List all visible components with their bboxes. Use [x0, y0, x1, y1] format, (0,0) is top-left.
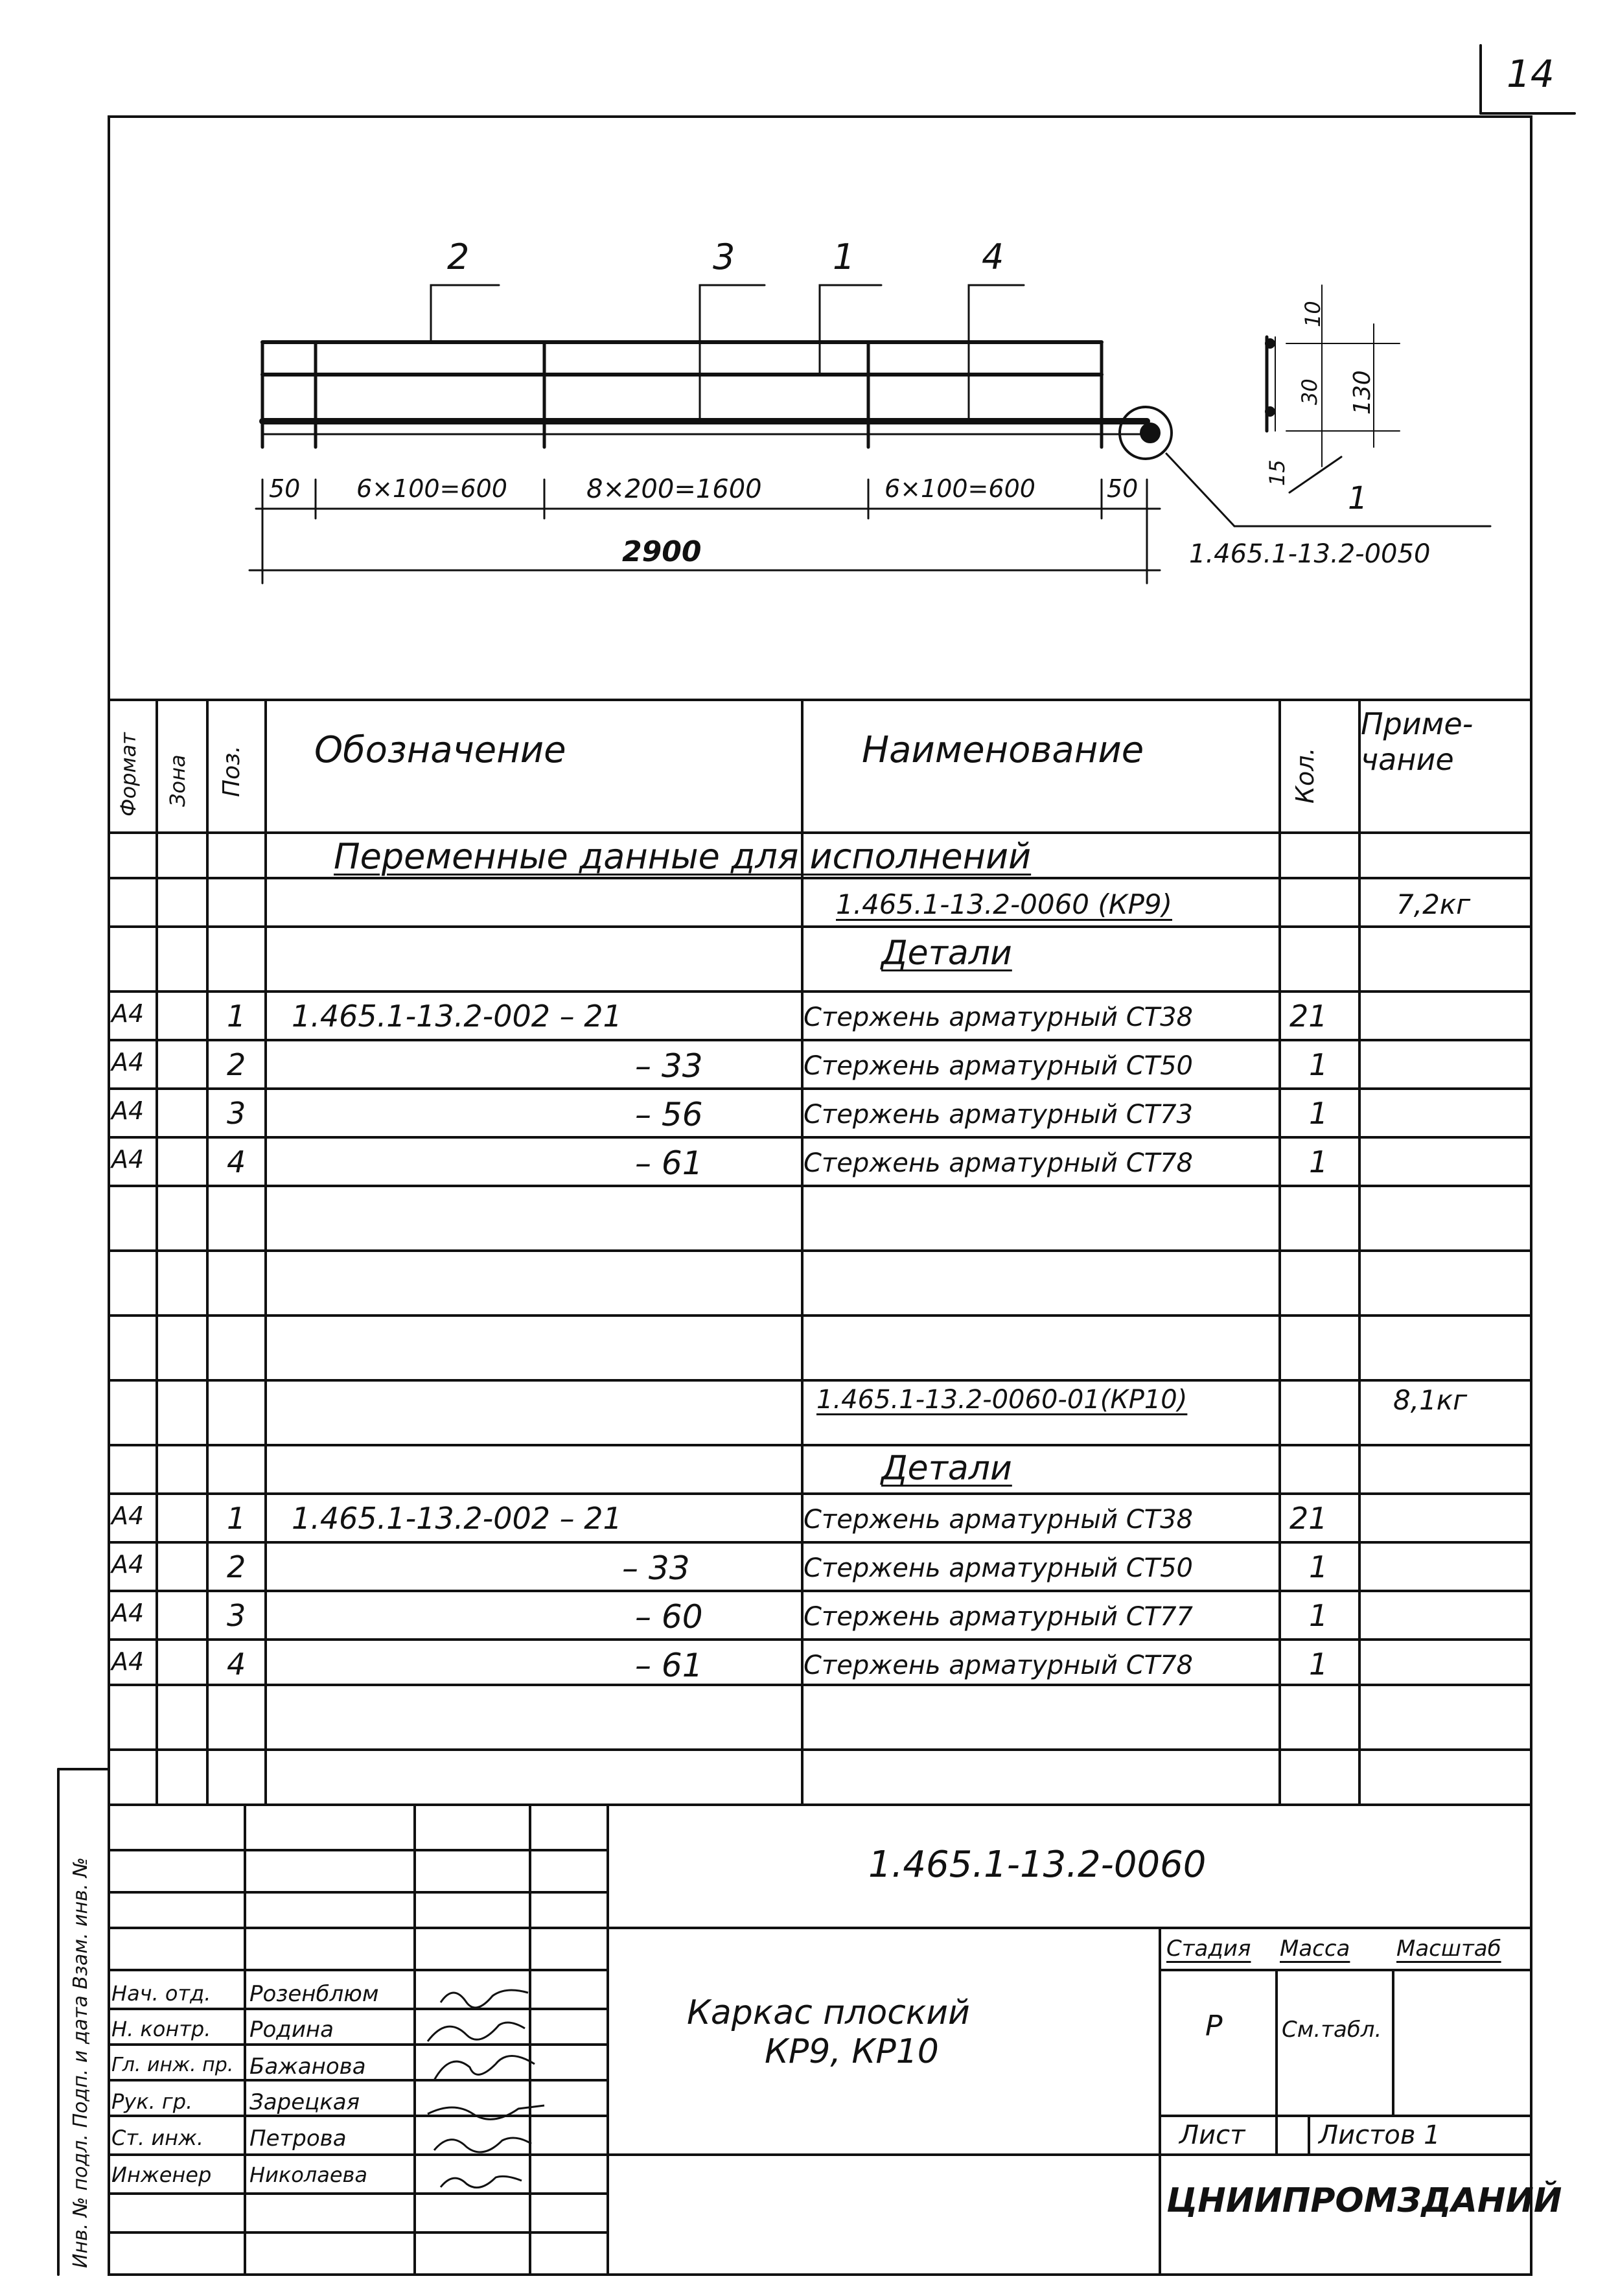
- signatory-name: Петрова: [249, 2126, 347, 2151]
- v1-row2-designation: – 33: [635, 1047, 703, 1085]
- variant2-group: Детали: [881, 1449, 1012, 1488]
- section-marker: 1: [1348, 480, 1368, 516]
- variant1-designation: 1.465.1-13.2-0060 (КР9): [836, 888, 1173, 920]
- callout-2: 2: [447, 237, 470, 277]
- title-line-1: Каркас плоский: [687, 1993, 970, 2032]
- v2-row1-format: А4: [111, 1502, 145, 1530]
- v1-row3-pos: 3: [227, 1096, 246, 1131]
- v2-row1-name: Стержень арматурный СТ38: [804, 1505, 1193, 1535]
- signatory-role: Ст. инж.: [111, 2126, 204, 2150]
- variant2-designation: 1.465.1-13.2-0060-01(КР10): [816, 1385, 1188, 1415]
- v2-row1-qty: 21: [1289, 1501, 1328, 1536]
- signatory-name: Николаева: [249, 2163, 367, 2187]
- sheet-label: Лист: [1179, 2120, 1245, 2150]
- v2-row3-designation: – 60: [635, 1598, 703, 1636]
- v1-row2-pos: 2: [227, 1047, 246, 1082]
- v1-row4-designation: – 61: [635, 1144, 703, 1182]
- section-dim-15: 15: [1265, 459, 1289, 486]
- signatory-name: Розенблюм: [249, 1981, 379, 2007]
- v2-row4-designation: – 61: [635, 1647, 703, 1684]
- document-code: 1.465.1-13.2-0060: [868, 1844, 1207, 1886]
- stage-value: Р: [1205, 2010, 1223, 2043]
- variant1-group: Детали: [881, 934, 1012, 973]
- v1-row2-name: Стержень арматурный СТ50: [804, 1051, 1193, 1081]
- section-dim-130: 130: [1349, 370, 1376, 415]
- v2-row4-format: А4: [111, 1647, 145, 1676]
- header-zone: Зона: [165, 754, 190, 807]
- signatory-name: Родина: [249, 2017, 334, 2043]
- mass-value: См.табл.: [1282, 2017, 1382, 2043]
- v2-row2-format: А4: [111, 1550, 145, 1579]
- dim-overall-length: 2900: [622, 535, 702, 568]
- section-dim-10: 10: [1301, 301, 1325, 327]
- v2-row3-format: А4: [111, 1599, 145, 1627]
- title-line-2: КР9, КР10: [765, 2032, 939, 2071]
- dim-600-right: 6×100=600: [884, 474, 1035, 503]
- dim-600-left: 6×100=600: [356, 474, 507, 503]
- v2-row4-qty: 1: [1309, 1647, 1328, 1682]
- v1-row4-name: Стержень арматурный СТ78: [804, 1148, 1193, 1178]
- v1-row2-format: А4: [111, 1048, 145, 1076]
- signatory-role: Н. контр.: [111, 2017, 211, 2041]
- v1-row3-format: А4: [111, 1096, 145, 1125]
- scale-label: Масштаб: [1396, 1936, 1501, 1962]
- v1-row1-pos: 1: [227, 999, 246, 1034]
- organization: ЦНИИПРОМЗДАНИЙ: [1166, 2181, 1562, 2220]
- v2-row3-pos: 3: [227, 1598, 246, 1633]
- stage-label: Стадия: [1166, 1936, 1251, 1962]
- header-qty: Кол.: [1291, 747, 1319, 804]
- signatory-role: Рук. гр.: [111, 2089, 193, 2114]
- v2-row2-name: Стержень арматурный СТ50: [804, 1553, 1193, 1583]
- v1-row4-format: А4: [111, 1145, 145, 1174]
- dim-1600: 8×200=1600: [586, 474, 762, 504]
- v1-row4-pos: 4: [227, 1144, 246, 1179]
- signatory-name: Бажанова: [249, 2054, 366, 2080]
- variant1-mass: 7,2кг: [1396, 888, 1471, 920]
- sheet-number: 14: [1507, 52, 1555, 96]
- dim-50-right: 50: [1107, 474, 1139, 503]
- v1-row3-qty: 1: [1309, 1096, 1328, 1131]
- header-name: Наименование: [862, 729, 1144, 771]
- v2-row4-pos: 4: [227, 1647, 246, 1682]
- v2-row4-name: Стержень арматурный СТ78: [804, 1651, 1193, 1680]
- callout-1: 1: [833, 237, 855, 277]
- section-dim-30: 30: [1297, 378, 1322, 405]
- margin-stamp: Инв. № подл. Подп. и дата Взам. инв. №: [69, 1857, 92, 2268]
- v2-row3-name: Стержень арматурный СТ77: [804, 1602, 1193, 1632]
- v1-row2-qty: 1: [1309, 1047, 1328, 1082]
- sheets-label: Листов 1: [1319, 2120, 1440, 2150]
- header-pos: Поз.: [218, 745, 245, 797]
- callout-3: 3: [713, 237, 735, 277]
- variant2-mass: 8,1кг: [1393, 1384, 1468, 1416]
- signatory-role: Гл. инж. пр.: [111, 2054, 234, 2076]
- v2-row1-designation: 1.465.1-13.2-002 – 21: [292, 1501, 622, 1536]
- header-format: Формат: [116, 732, 141, 817]
- signatory-role: Нач. отд.: [111, 1981, 211, 2006]
- v1-row1-name: Стержень арматурный СТ38: [804, 1003, 1193, 1032]
- v2-row2-designation: – 33: [622, 1549, 690, 1587]
- handwritten-signatures: [428, 1990, 544, 2188]
- header-note: Приме-чание: [1361, 706, 1474, 778]
- v2-row1-pos: 1: [227, 1501, 246, 1536]
- signatory-role: Инженер: [111, 2163, 212, 2187]
- v1-row1-format: А4: [111, 999, 145, 1028]
- v2-row2-pos: 2: [227, 1549, 246, 1584]
- section-title: Переменные данные для исполнений: [334, 836, 1032, 877]
- mass-label: Масса: [1280, 1936, 1350, 1962]
- v1-row1-designation: 1.465.1-13.2-002 – 21: [292, 999, 622, 1034]
- v1-row4-qty: 1: [1309, 1144, 1328, 1179]
- v2-row2-qty: 1: [1309, 1549, 1328, 1584]
- dim-50-left: 50: [269, 474, 301, 503]
- callout-4: 4: [982, 237, 1004, 277]
- v2-row3-qty: 1: [1309, 1598, 1328, 1633]
- v1-row3-name: Стержень арматурный СТ73: [804, 1100, 1193, 1130]
- header-designation: Обозначение: [314, 729, 566, 771]
- detail-reference: 1.465.1-13.2-0050: [1189, 539, 1431, 569]
- v1-row1-qty: 21: [1289, 999, 1328, 1034]
- v1-row3-designation: – 56: [635, 1096, 703, 1133]
- signatory-name: Зарецкая: [249, 2089, 360, 2115]
